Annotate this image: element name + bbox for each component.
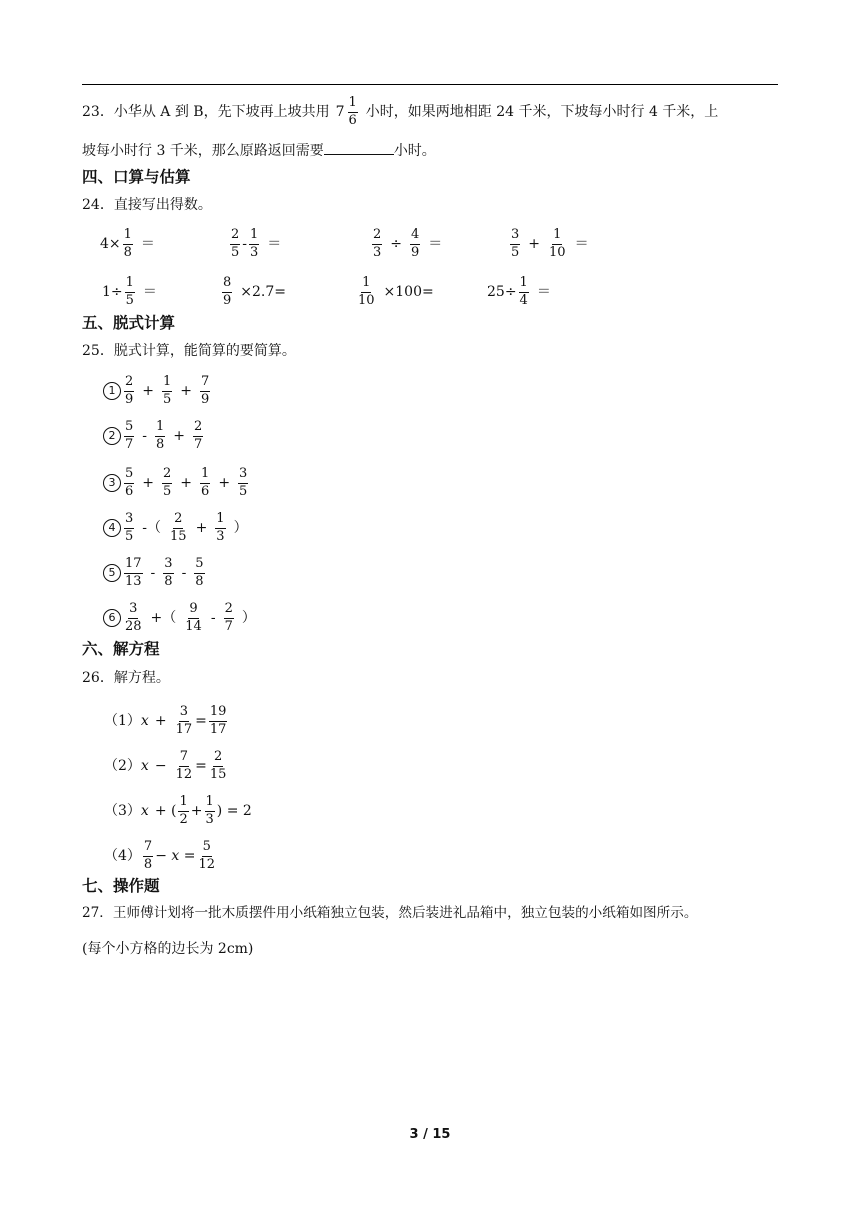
operator: -	[150, 565, 156, 582]
q25-expr-5	[103, 557, 207, 590]
frac-num: 2	[213, 750, 223, 767]
operator: +（	[150, 610, 177, 627]
frac-num: 2	[230, 228, 240, 245]
q24-text: ×2.7=	[240, 284, 287, 301]
equals: ＝	[140, 236, 155, 253]
equation-label: （1）	[104, 713, 141, 730]
operator: − x =	[155, 848, 196, 865]
operator: +	[154, 713, 167, 730]
answer-blank[interactable]	[324, 142, 394, 155]
frac-num: 9	[188, 602, 198, 619]
frac-num: 1	[123, 228, 133, 245]
q23-text-b: 小时，如果两地相距 24 千米，下坡每小时行 4 千米，上	[365, 104, 719, 121]
q23-text-c: 坡每小时行 3 千米，那么原路返回需要	[82, 143, 324, 159]
frac-num: 3	[124, 512, 134, 529]
frac-den: 3	[373, 244, 382, 260]
frac-den: 5	[511, 244, 520, 260]
paren-close: ）	[233, 520, 248, 537]
frac-den: 9	[125, 391, 134, 407]
q23-line1	[82, 96, 718, 129]
frac-num: 3	[179, 705, 189, 722]
frac-num: 1	[519, 276, 529, 293]
operator: -	[142, 428, 148, 445]
equals: =	[195, 758, 207, 775]
mixed-number-7-1-6	[336, 96, 360, 129]
frac-den: 10	[549, 244, 566, 260]
operator: +	[195, 520, 208, 537]
frac-den: 5	[125, 528, 134, 544]
frac-den: 14	[185, 618, 202, 634]
q24-item-1	[100, 228, 155, 261]
frac-num: 3	[510, 228, 520, 245]
frac-num: 5	[124, 420, 134, 437]
frac-den: 7	[224, 618, 233, 634]
q25-expr-1	[103, 375, 212, 408]
q23-text-d: 小时。	[393, 143, 436, 159]
frac-den: 5	[163, 391, 172, 407]
operator: +	[142, 475, 155, 492]
frac-num: 2	[193, 420, 203, 437]
q25-expr-2	[103, 420, 205, 453]
equals: ＝	[428, 236, 443, 253]
frac-den: 8	[156, 436, 165, 452]
page-number: 3 / 15	[409, 1127, 451, 1142]
equation-tail: ) = 2	[216, 803, 252, 820]
frac-num: 1	[125, 276, 135, 293]
operator: +	[190, 803, 203, 820]
operator: +	[528, 236, 541, 253]
circled-number: 3	[103, 474, 121, 492]
q25-expr-3	[103, 467, 250, 500]
frac-den: 5	[163, 483, 172, 499]
equals: ＝	[142, 284, 157, 301]
circled-number: 6	[103, 609, 121, 627]
frac-den: 6	[348, 112, 357, 128]
frac-num: 3	[163, 557, 173, 574]
frac-den: 9	[411, 244, 420, 260]
q25-expr-4	[103, 512, 248, 545]
variable-x: x	[140, 758, 149, 775]
variable-x: x	[140, 713, 149, 730]
operator: +	[218, 475, 231, 492]
q24-item-7	[355, 276, 434, 309]
frac-num: 17	[124, 557, 143, 574]
mixed-whole: 7	[335, 104, 345, 121]
header-rule	[82, 84, 778, 85]
frac-den: 15	[170, 528, 187, 544]
frac-num: 1	[200, 467, 210, 484]
frac-den: 6	[201, 483, 210, 499]
q24-text: 25÷	[487, 284, 517, 301]
frac-den: 7	[125, 436, 134, 452]
frac-den: 3	[216, 528, 225, 544]
frac-num: 2	[224, 602, 234, 619]
frac-den: 8	[195, 573, 204, 589]
frac-den: 4	[519, 292, 528, 308]
q26-equation-1	[104, 705, 229, 738]
operator: + (	[154, 803, 177, 820]
section-title-5: 五、脱式计算	[82, 314, 176, 332]
frac-den: 9	[223, 292, 232, 308]
equals: ＝	[574, 236, 589, 253]
frac-den: 17	[175, 721, 193, 737]
frac-den: 15	[209, 766, 227, 782]
equation-label: （3）	[104, 803, 141, 820]
frac-num: 1	[361, 276, 371, 293]
frac-den: 5	[239, 483, 248, 499]
circled-number: 4	[103, 519, 121, 537]
frac-den: 12	[175, 766, 193, 782]
operator: -	[181, 565, 187, 582]
frac-num: 5	[202, 840, 212, 857]
frac-den: 5	[125, 292, 134, 308]
q24-item-6	[220, 276, 286, 309]
q26-prompt: 26．解方程。	[82, 670, 170, 686]
frac-den: 5	[231, 244, 240, 260]
frac-den: 9	[201, 391, 210, 407]
equals: ＝	[267, 236, 282, 253]
operator: +	[173, 428, 186, 445]
q27-line1: 27．王师傅计划将一批木质摆件用小纸箱独立包装，然后装进礼品箱中，独立包装的小纸箱如图所示。	[82, 905, 698, 921]
frac-num: 3	[128, 602, 138, 619]
q24-item-2	[228, 228, 281, 261]
operator: +	[180, 383, 193, 400]
equation-label: （4）	[104, 848, 141, 865]
frac-num: 1	[348, 96, 358, 113]
frac-den: 8	[143, 856, 153, 872]
section-title-4: 四、口算与估算	[82, 168, 191, 186]
q26-equation-2	[104, 750, 229, 783]
frac-num: 1	[215, 512, 225, 529]
q25-expr-6	[103, 602, 256, 635]
q24-prompt: 24．直接写出得数。	[82, 197, 212, 213]
frac-num: 7	[179, 750, 189, 767]
frac-den: 3	[205, 811, 214, 827]
frac-den: 12	[198, 856, 216, 872]
q24-item-5	[102, 276, 157, 309]
frac-num: 2	[124, 375, 134, 392]
q26-equation-3	[104, 795, 252, 828]
section-title-6: 六、解方程	[82, 640, 160, 658]
frac-num: 1	[249, 228, 259, 245]
operator: -（	[142, 520, 162, 537]
frac-den: 13	[125, 573, 142, 589]
circled-number: 2	[103, 427, 121, 445]
q26-equation-4	[104, 840, 218, 873]
frac-num: 1	[162, 375, 172, 392]
q25-prompt: 25．脱式计算，能简算的要简算。	[82, 343, 296, 359]
operator: −	[154, 758, 167, 775]
frac-num: 7	[200, 375, 210, 392]
q24-text: 1÷	[102, 284, 123, 301]
section-title-7: 七、操作题	[82, 877, 160, 895]
frac-num: 4	[410, 228, 420, 245]
frac-den: 10	[358, 292, 375, 308]
operator: +	[180, 475, 193, 492]
frac-den: 28	[125, 618, 142, 634]
frac-num: 19	[209, 705, 228, 722]
frac-num: 2	[162, 467, 172, 484]
frac-num: 1	[552, 228, 562, 245]
frac-num: 3	[238, 467, 248, 484]
equals: ＝	[536, 284, 551, 301]
frac-den: 8	[164, 573, 173, 589]
paren-close: ）	[241, 610, 256, 627]
operator: +	[142, 383, 155, 400]
operator: ÷	[390, 236, 403, 253]
frac-num: 1	[178, 795, 188, 812]
frac-num: 5	[124, 467, 134, 484]
variable-x: x	[140, 803, 149, 820]
frac-den: 3	[250, 244, 259, 260]
circled-number: 5	[103, 564, 121, 582]
frac-num: 7	[143, 840, 153, 857]
frac-den: 7	[194, 436, 203, 452]
frac-den: 6	[125, 483, 134, 499]
q23-text-a: 23．小华从 A 到 B，先下坡再上坡共用	[82, 104, 330, 121]
circled-number: 1	[103, 382, 121, 400]
frac-num: 8	[222, 276, 232, 293]
q24-item-4	[508, 228, 589, 261]
q27-line2: (每个小方格的边长为 2cm)	[82, 941, 254, 957]
q23-line2	[82, 142, 436, 158]
frac-num: 5	[194, 557, 204, 574]
frac-den: 8	[123, 244, 132, 260]
operator: -	[242, 236, 248, 253]
q24-text: 4×	[100, 236, 121, 253]
frac-num: 2	[372, 228, 382, 245]
equation-label: （2）	[104, 758, 141, 775]
frac-den: 17	[209, 721, 227, 737]
frac-num: 1	[205, 795, 215, 812]
frac-num: 1	[155, 420, 165, 437]
operator: -	[210, 610, 216, 627]
q24-text: ×100=	[383, 284, 434, 301]
frac-num: 2	[173, 512, 183, 529]
q24-item-8	[487, 276, 551, 309]
q24-item-3	[370, 228, 442, 261]
frac-den: 2	[179, 811, 188, 827]
equals: =	[195, 713, 207, 730]
